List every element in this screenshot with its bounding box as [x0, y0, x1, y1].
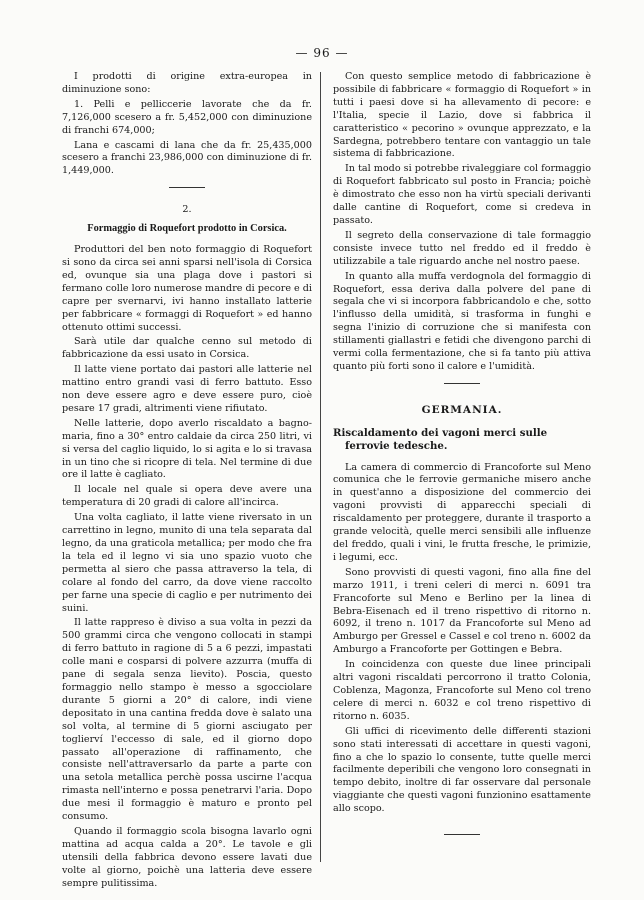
paragraph: In coincidenza con queste due linee principali altri vagoni riscaldati percorrono il tratto Colonia, Coblenza, Magonza, Francoforte sul Meno col treno celere di merci n. 6032 e col treno rispettivo di ritorno n. 6035.	[333, 659, 591, 722]
paragraph: Il locale nel quale si opera deve avere una temperatura di 20 gradi di calore all'incirca.	[62, 484, 312, 509]
section-number: 2.	[182, 204, 192, 216]
paragraph: Il latte rappreso è diviso a sua volta in pezzi da 500 grammi circa che vengono collocati in stampi di ferro battuto in ragione di 5 a 6 pezzi, impastati colle mani e cosparsi di polvere azzurra (muffa di pane di segala senza lievito). Poscia, questo formaggio nello stampo è messo a sgocciolare durante 5 giorni a 20° di calore, indi viene depositato in una cantina fredda dove è salato una sol volta, al termine di 5 giorni asciugato per toglierví l'eccesso di sale, ed il giorno dopo passato all'operazione di raffinamento, che consiste nell'attraversarlo da parte a parte con una setola metallica perchè possa uscirne l'acqua rimasta nell'interno e possa penetrarvi l'aria. Dopo due mesi il formaggio è maturo e pronto pel consumo.	[62, 617, 312, 823]
page-number: — 96 —	[295, 46, 349, 60]
paragraph: Il segreto della conservazione di tale formaggio consiste invece tutto nel freddo ed il freddo è utilizzabile a tale riguardo anche nel nostro paese.	[333, 229, 591, 267]
article-subtitle: Riscaldamento dei vagoni merci sulle ferrovie tedesche.	[333, 426, 548, 452]
list-item: 1. Pelli e pelliccerie lavorate che da fr. 7,126,000 scesero a fr. 5,452,000 con diminuzione di franchi 674,000;	[62, 98, 312, 136]
right-column	[333, 71, 591, 835]
list-item: Lana e cascami di lana che da fr. 25,435,000 scesero a franchi 23,986,000 con diminuzione di fr. 1,449,000.	[62, 139, 312, 177]
paragraph: Sarà utile dar qualche cenno sul metodo di fabbricazione da essi usato in Corsica.	[62, 336, 312, 361]
section-title: Formaggio di Roquefort prodotto in Corsica.	[87, 223, 287, 235]
paragraph: Una volta cagliato, il latte viene riversato in un carrettino in legno, munito di una tela separata dal legno, da una graticola metallica; per modo che fra la tela ed il legno vi sia uno spazio vuoto che permetta al siero che passa attraverso la tela, di colare al fondo del carro, da dove viene raccolto per farne una specie di caglio e per nutrimento dei suini.	[62, 512, 312, 614]
paragraph: Quando il formaggio scola bisogna lavarlo ogni mattina ad acqua calda a 20°. Le tavole e gli utensili della fabbrica devono essere lavati due volte al giorno, poichè una latteria deve essere sempre pulitissima.	[62, 825, 312, 889]
paragraph: In quanto alla muffa verdognola del formaggio di Roquefort, essa deriva dalla polvere del pane di segala che vi si incorpora fabbricandolo e che, sotto l'influsso della umidità, si trasforma in funghi e segna l'inizio di corruzione che si manifesta con stillamenti giallastri e fetidi che divengono parchi di vermi colla fermentazione, che si fa tanto più attiva quanto più forti sono il calore e l'umidità.	[333, 270, 591, 372]
paragraph: Sono provvisti di questi vagoni, fino alla fine del marzo 1911, i treni celeri di merci n. 6091 tra Francoforte sul Meno e Berlino per la linea di Bebra-Eisenach ed il treno rispettivo di ritorno n. 6092, il treno n. 1017 da Francoforte sul Meno ad Amburgo per Gressel e Cassel e col treno n. 6002 da Amburgo a Francoforte per Gottingen e Bebra.	[333, 566, 591, 656]
left-column	[62, 71, 312, 892]
paragraph: La camera di commercio di Francoforte sul Meno comunica che le ferrovie germaniche misero anche in quest'anno a disposizione del commercio dei vagoni provvisti di apparecchi speciali di riscaldamento per proteggere, durante il trasporto a grande velocità, quelle merci sensibili alle influenze del freddo, quali i vini, le frutta fresche, le primizie, i legumi, ecc.	[333, 461, 591, 563]
paragraph: Produttori del ben noto formaggio di Roquefort si sono da circa sei anni sparsi nell'isola di Corsica ed, ovunque sia una plaga dove i pastori si fermano colle loro numerose mandre di pecore e di capre per svernarvi, ivi hanno installato latterie per fabbricare « formaggi di Roquefort » ed hanno ottenuto ottimi successi.	[62, 244, 312, 333]
end-separator	[444, 834, 480, 835]
country-heading: GERMANIA.	[421, 403, 503, 416]
paragraph: Nelle latterie, dopo averlo riscaldato a bagno-maria, fino a 30° entro caldaie da circa 250 litri, vi si versa del caglio liquido, lo si agita e lo si travasa in un tino che si ricopre di tela. Nel termine di due ore il latte è cagliato.	[62, 417, 312, 481]
paragraph: Con questo semplice metodo di fabbricazione è possibile di fabbricare « formaggio di Roquefort » in tutti i paesi dove si ha allevamento di pecore: e l'Italia, specie il Lazio, dove si fabbrica il caratteristico « pecorino » ovunque apprezzato, e la Sardegna, potrebbero tentare con vantaggio un tale sistema di fabbricazione.	[333, 71, 591, 160]
section-separator	[169, 187, 205, 188]
section-separator	[444, 383, 480, 384]
paragraph: Il latte viene portato dai pastori alle latterie nel mattino entro grandi vasi di ferro battuto. Esso non deve essere agro e deve essere puro, cioè pesare 17 gradi, altrimenti viene rifiutato.	[62, 364, 312, 414]
column-divider	[320, 72, 321, 862]
intro-text: I prodotti di origine extra-europea in diminuzione sono:	[62, 71, 312, 95]
paragraph: Gli uffici di ricevimento delle differenti stazioni sono stati interessati di accettare in questi vagoni, fino a che lo spazio lo consente, tutte quelle merci facilmente deperibili che vengono loro consegnati in tempo debito, inoltre di far osservare dal personale viaggiante che questi vagoni funzionino esattamente allo scopo.	[333, 725, 591, 815]
paragraph: In tal modo si potrebbe rivaleggiare col formaggio di Roquefort fabbricato sul posto in Francia; poichè è dimostrato che esso non ha virtù speciali derivanti dalle cantine di Roquefort, come si credeva in passato.	[333, 163, 591, 226]
